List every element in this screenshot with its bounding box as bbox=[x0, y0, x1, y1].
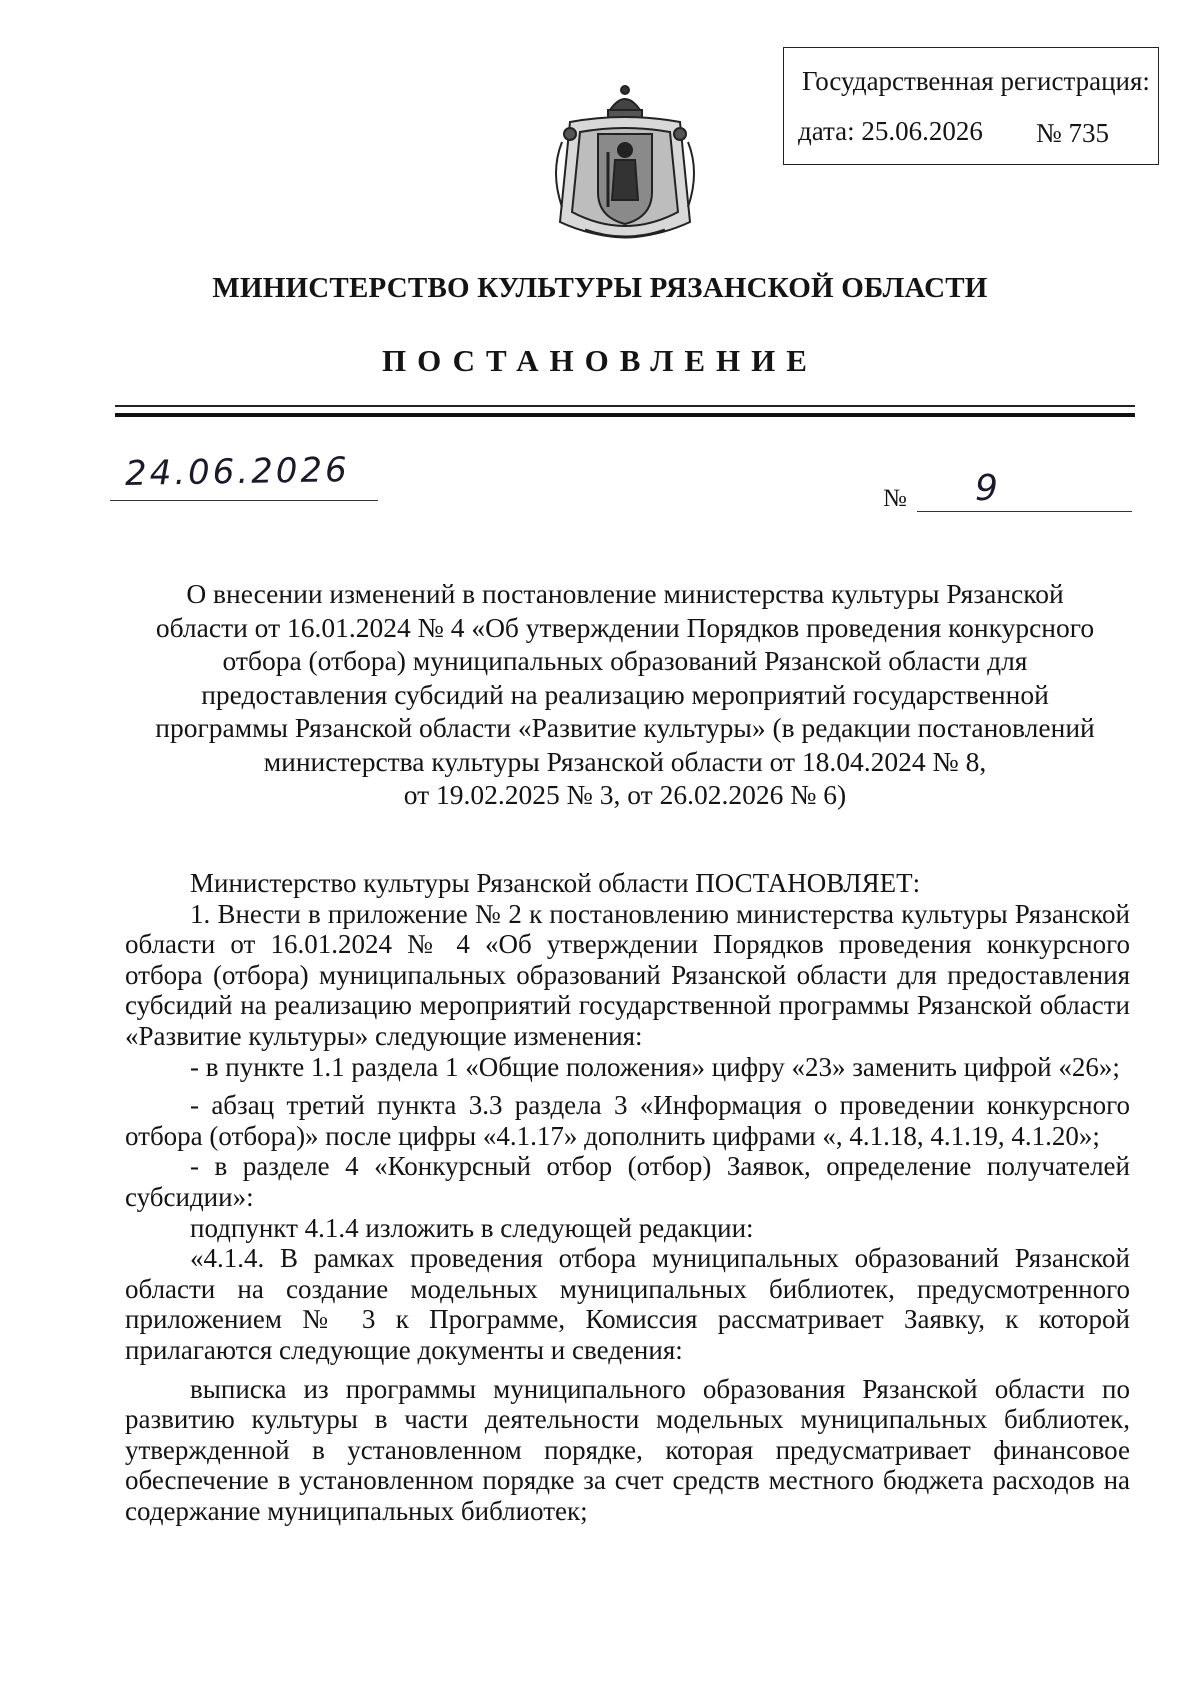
registration-box bbox=[783, 47, 1159, 165]
subject-line: программы Рязанской области «Развитие культуры» (в редакции постановлений bbox=[155, 712, 1095, 743]
decree-number: 9 bbox=[975, 468, 998, 509]
document-subject bbox=[120, 577, 1130, 812]
header-divider-thin bbox=[115, 405, 1135, 407]
body-paragraph: «4.1.4. В рамках проведения отбора муниципальных образований Рязанской области на создание модельных муниципальных библиотек, предусмотренного приложением № 3 к Программе, Комиссия рассматривает Заявку, к которой прилагаются следующие документы и сведения: bbox=[125, 1243, 1130, 1365]
body-paragraph: - в разделе 4 «Конкурсный отбор (отбор) Заявок, определение получателей субсидии»: bbox=[125, 1151, 1130, 1212]
coat-of-arms-icon bbox=[540, 82, 710, 247]
document-body bbox=[125, 868, 1130, 1526]
decree-date: 24.06.2026 bbox=[124, 450, 351, 494]
body-paragraph: подпункт 4.1.4 изложить в следующей редакции: bbox=[190, 1212, 754, 1243]
registration-number: № 735 bbox=[1036, 118, 1110, 148]
subject-line: О внесении изменений в постановление министерства культуры Рязанской bbox=[186, 578, 1064, 609]
ministry-title: МИНИСТЕРСТВО КУЛЬТУРЫ РЯЗАНСКОЙ ОБЛАСТИ bbox=[212, 272, 988, 304]
number-underline bbox=[917, 511, 1132, 512]
document-type: ПОСТАНОВЛЕНИЕ bbox=[382, 343, 818, 378]
subject-line: отбора (отбора) муниципальных образований Рязанской области для bbox=[222, 645, 1028, 676]
body-paragraph: - абзац третий пункта 3.3 раздела 3 «Информация о проведении конкурсного отбора (отбора)» после цифры «4.1.17» дополнить цифрами «, 4.1.18, 4.1.19, 4.1.20»; bbox=[125, 1090, 1130, 1151]
number-sign: № bbox=[883, 485, 907, 512]
subject-line: предоставления субсидий на реализацию мероприятий государственной bbox=[201, 678, 1049, 710]
subject-line: от 19.02.2025 № 3, от 26.02.2026 № 6) bbox=[403, 779, 847, 810]
registration-date: дата: 25.06.2026 bbox=[798, 116, 983, 146]
subject-line: министерства культуры Рязанской области от 18.04.2024 № 8, bbox=[263, 745, 987, 777]
body-paragraph: - в пункте 1.1 раздела 1 «Общие положения» цифру «23» заменить цифрой «26»; bbox=[190, 1051, 1120, 1082]
date-underline bbox=[110, 500, 378, 501]
header-divider-thick bbox=[115, 413, 1135, 417]
body-paragraph: 1. Внести в приложение № 2 к постановлению министерства культуры Рязанской области от 16.01.2024 № 4 «Об утверждении Порядков проведения конкурсного отбора (отбора) муниципальных образований Рязанской области для предоставления субсидий на реализацию мероприятий государственной программы Рязанской области «Развитие культуры» следующие изменения: bbox=[125, 898, 1130, 1051]
registration-title: Государственная регистрация: bbox=[802, 66, 1150, 96]
resolution-intro: Министерство культуры Рязанской области ПОСТАНОВЛЯЕТ: bbox=[190, 868, 921, 898]
body-paragraph: выписка из программы муниципального образования Рязанской области по развитию культуры в части деятельности модельных муниципальных библиотек, утвержденной в установленном порядке, которая предусматривает финансовое обеспечение в установленном порядке за счет средств местного бюджета расходов на содержание муниципальных библиотек; bbox=[125, 1373, 1130, 1526]
subject-line: области от 16.01.2024 № 4 «Об утверждении Порядков проведения конкурсного bbox=[155, 611, 1095, 643]
